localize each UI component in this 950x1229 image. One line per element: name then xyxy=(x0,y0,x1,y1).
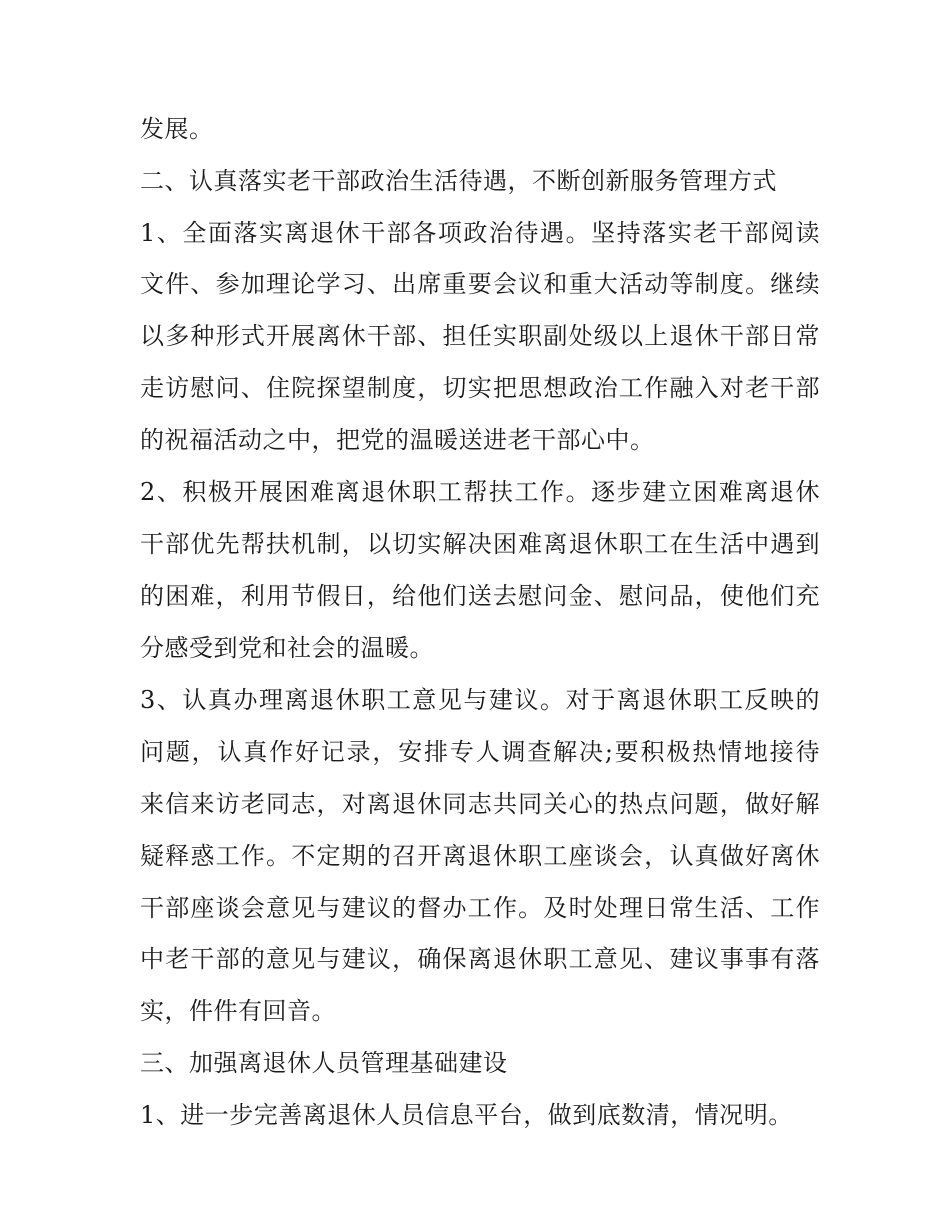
section-heading: 二、认真落实老干部政治生活待遇，不断创新服务管理方式 xyxy=(140,167,777,195)
section-heading: 三、加强离退休人员管理基础建设 xyxy=(140,1049,508,1077)
text-line: 实，件件有回音。 xyxy=(140,997,336,1025)
text-line: 问题，认真作好记录，安排专人调查解决;要积极热情地接待 xyxy=(140,738,820,766)
text-line: 疑释惑工作。不定期的召开离退休职工座谈会，认真做好离休 xyxy=(140,842,820,870)
text-line: 文件、参加理论学习、出席重要会议和重大活动等制度。继续 xyxy=(140,270,820,298)
text-line: 3、认真办理离退休职工意见与建议。对于离退休职工反映的 xyxy=(140,686,820,714)
text-line: 分感受到党和社会的温暖。 xyxy=(140,634,434,662)
text-line: 以多种形式开展离休干部、担任实职副处级以上退休干部日常 xyxy=(140,322,820,350)
text-line: 干部座谈会意见与建议的督办工作。及时处理日常生活、工作 xyxy=(140,894,820,922)
text-line: 来信来访老同志，对离退休同志共同关心的热点问题，做好解 xyxy=(140,790,820,818)
text-line: 走访慰问、住院探望制度，切实把思想政治工作融入对老干部 xyxy=(140,374,820,402)
text-line: 干部优先帮扶机制，以切实解决困难离退休职工在生活中遇到 xyxy=(140,530,820,558)
text-line: 1、进一步完善离退休人员信息平台，做到底数清，情况明。 xyxy=(140,1101,793,1129)
text-line: 的祝福活动之中，把党的温暖送进老干部心中。 xyxy=(140,426,655,454)
text-line: 发展。 xyxy=(140,115,214,143)
text-line: 2、积极开展困难离退休职工帮扶工作。逐步建立困难离退休 xyxy=(140,478,820,506)
text-line: 1、全面落实离退休干部各项政治待遇。坚持落实老干部阅读 xyxy=(140,219,820,247)
text-line: 中老干部的意见与建议，确保离退休职工意见、建议事事有落 xyxy=(140,945,820,973)
text-line: 的困难，利用节假日，给他们送去慰问金、慰问品，使他们充 xyxy=(140,582,820,610)
